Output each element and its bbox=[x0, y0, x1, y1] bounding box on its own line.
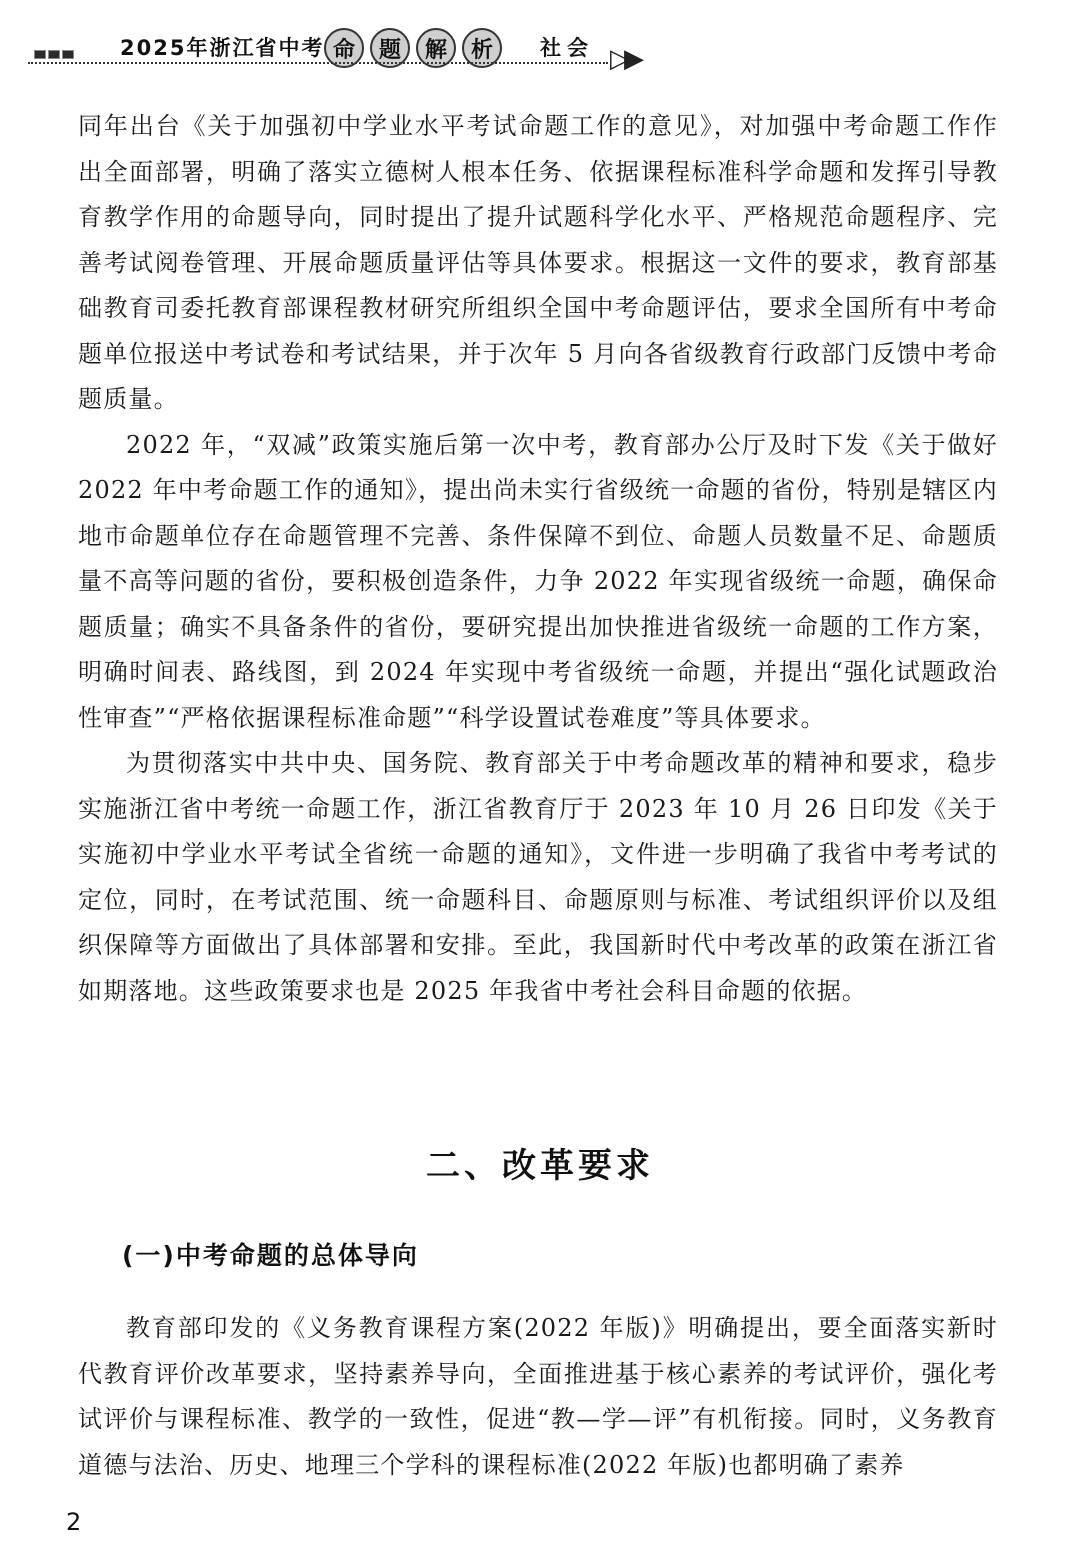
paragraph: 教育部印发的《义务教育课程方案(2022 年版)》明确提出，要全面落实新时代教育评价改革要求，坚持素养导向，全面推进基于核心素养的考试评价，强化考试评价与课程标准、教学的一致性，促进“教—学—评”有机衔接。同时，义务教育道德与法治、历史、地理三个学科的课程标准(2022 年版)也都明确了素养 bbox=[78, 1314, 998, 1479]
paragraph: 为贯彻落实中共中央、国务院、教育部关于中考命题改革的精神和要求，稳步实施浙江省中考统一命题工作，浙江省教育厅于 2023 年 10 月 26 日印发《关于实施初中学业水平考试全省统一命题的通知》，文件进一步明确了我省中考考试的定位，同时，在考试范围、统一命题科目、命题原则与标准、考试组织评价以及组织保障等方面做出了具体部署和安排。至此，我国新时代中考改革的政策在浙江省如期落地。这些政策要求也是 2025 年我省中考社会科目命题的依据。 bbox=[78, 749, 998, 1005]
paragraph: 2022 年，“双减”政策实施后第一次中考，教育部办公厅及时下发《关于做好 2022 年中考命题工作的通知》，提出尚未实行省级统一命题的省份，特别是辖区内地市命题单位存在命题管理不完善、条件保障不到位、命题人员数量不足、命题质量不高等问题的省份，要积极创造条件，力争 2022 年实现省级统一命题，确保命题质量；确实不具备条件的省份，要研究提出加快推进省级统一命题的工作方案，明确时间表、路线图，到 2024 年实现中考省级统一命题，并提出“强化试题政治性审查”“严格依据课程标准命题”“科学设置试卷难度”等具体要求。 bbox=[78, 430, 998, 732]
header-arrow-icon: ▷▶ bbox=[610, 44, 638, 74]
header-dotted-rule bbox=[28, 62, 608, 64]
running-header bbox=[28, 24, 1038, 80]
body-text-top bbox=[78, 104, 998, 1014]
header-circle-char: 解 bbox=[416, 28, 456, 68]
header-decoration-squares bbox=[34, 50, 74, 59]
section-title: 二、改革要求 bbox=[426, 1146, 654, 1186]
header-circle-char: 题 bbox=[370, 28, 410, 68]
header-square bbox=[48, 50, 60, 59]
header-square bbox=[34, 50, 46, 59]
subsection-title: (一)中考命题的总体导向 bbox=[122, 1241, 419, 1270]
body-text-bottom bbox=[78, 1306, 998, 1488]
header-square bbox=[62, 50, 74, 59]
header-circle-char: 命 bbox=[324, 28, 364, 68]
book-title: 2025年浙江省中考 bbox=[120, 36, 325, 60]
paragraph: 同年出台《关于加强初中学业水平考试命题工作的意见》，对加强中考命题工作作出全面部署，明确了落实立德树人根本任务、依据课程标准科学命题和发挥引导教育教学作用的命题导向，同时提出了提升试题科学化水平、严格规范命题程序、完善考试阅卷管理、开展命题质量评估等具体要求。根据这一文件的要求，教育部基础教育司委托教育部课程教材研究所组织全国中考命题评估，要求全国所有中考命题单位报送中考试卷和考试结果，并于次年 5 月向各省级教育行政部门反馈中考命题质量。 bbox=[78, 112, 998, 413]
header-subject: 社会 bbox=[540, 36, 594, 60]
page-number: 2 bbox=[66, 1508, 82, 1536]
header-circle-char: 析 bbox=[462, 28, 502, 68]
